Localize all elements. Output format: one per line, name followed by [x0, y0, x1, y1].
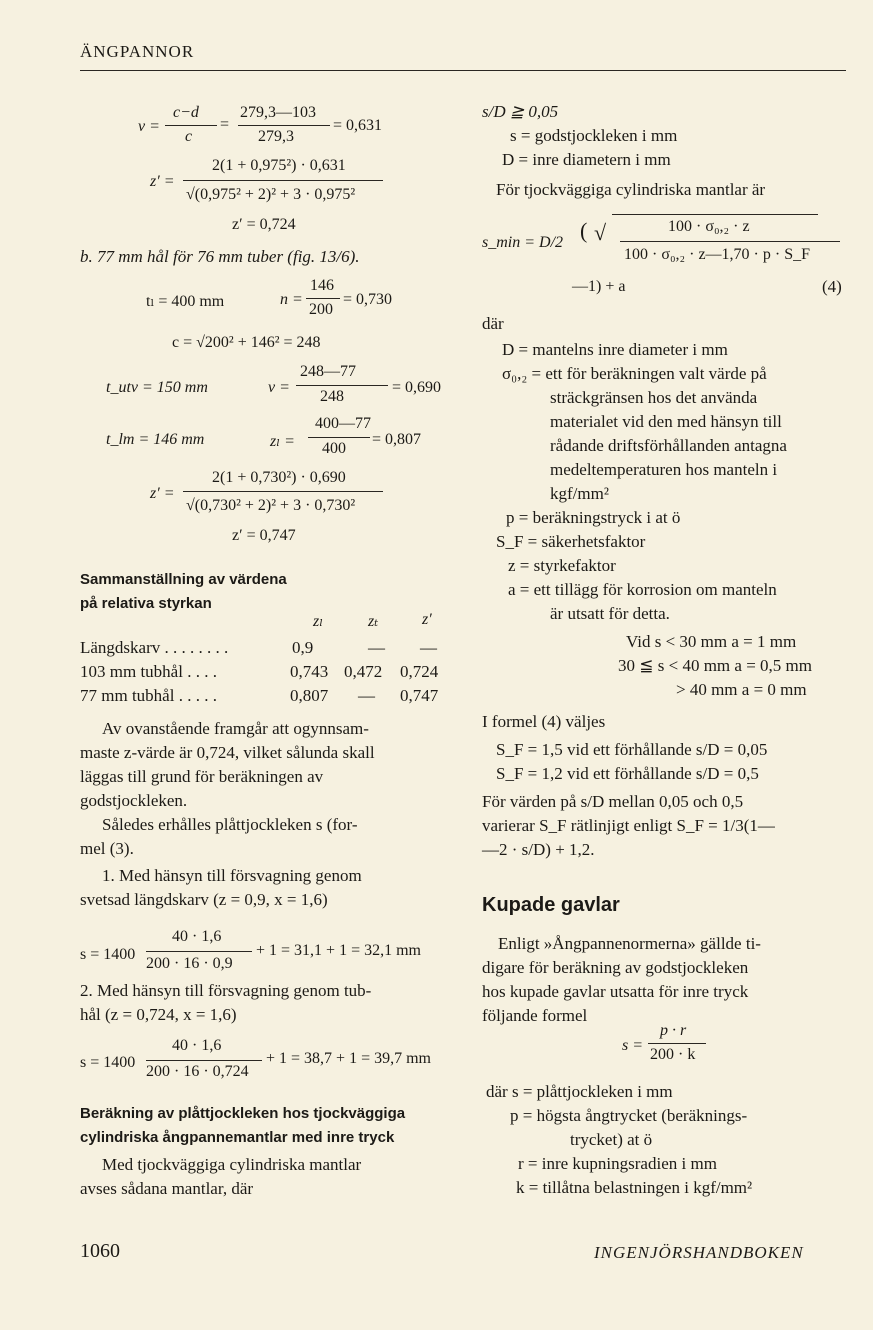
- table-cell: 0,743: [290, 662, 329, 681]
- table-cell: 0,472: [344, 662, 383, 681]
- zl-num: 400—77: [315, 415, 371, 432]
- frac-line: [308, 437, 370, 438]
- frac-line: [620, 241, 840, 242]
- tl-value: tₗ = 400 mm: [146, 293, 225, 310]
- where-item: p = högsta ångtrycket (beräknings-: [510, 1106, 748, 1125]
- smin-den: 100 · σ₀,₂ · z—1,70 · p · S_F: [624, 246, 810, 263]
- s2-lhs: s = 1400: [80, 1054, 136, 1071]
- dar-label: där: [482, 314, 504, 333]
- where-list: [482, 1080, 848, 1200]
- table-cell: —: [420, 638, 437, 657]
- summary-heading-line-2: på relativa styrkan: [80, 595, 212, 612]
- c-equation: c = √200² + 146² = 248: [172, 334, 321, 351]
- text-line: För tjockväggiga cylindriska mantlar är: [496, 180, 766, 199]
- running-title: ÄNGPANNOR: [80, 42, 195, 61]
- summary-heading-line-1: Sammanställning av värdena: [80, 571, 287, 588]
- text-line: hos kupade gavlar utsatta för inre tryck: [482, 982, 749, 1001]
- smin-cont: —1) + a: [572, 278, 626, 295]
- paragraph: [80, 1153, 450, 1201]
- frac-line: [183, 180, 383, 181]
- eq-v-den2: 279,3: [258, 128, 294, 145]
- table-row-label: 103 mm tubhål . . . .: [80, 662, 217, 681]
- text-line: —2 · s/D) + 1,2.: [482, 840, 595, 859]
- s1-den: 200 · 16 · 0,9: [146, 955, 233, 972]
- section-heading-thick-walled-line-2: cylindriska ångpannemantlar med inre tryck: [80, 1129, 395, 1146]
- s2-num: 40 · 1,6: [172, 1037, 222, 1054]
- text-line: följande formel: [482, 1006, 588, 1025]
- smin-lhs: s_min = D/2: [482, 234, 564, 251]
- text-line: svetsad längdskarv (z = 0,9, x = 1,6): [80, 890, 328, 909]
- table-cell: —: [368, 638, 385, 657]
- eq-v-num2: 279,3—103: [240, 104, 316, 121]
- t-lm-value: t_lm = 146 mm: [106, 431, 205, 448]
- eq-z2-lhs: z′ =: [150, 485, 175, 502]
- sf-row: S_F = 1,5 vid ett förhållande s/D = 0,05: [496, 740, 768, 759]
- s1-lhs: s = 1400: [80, 946, 136, 963]
- definition-item: σ₀,₂ = ett för beräkningen valt värde på: [502, 364, 767, 383]
- where-item: r = inre kupningsradien i mm: [518, 1154, 717, 1173]
- a-row: > 40 mm a = 0 mm: [676, 680, 807, 699]
- where-item: k = tillåtna belastningen i kgf/mm²: [516, 1178, 753, 1197]
- zl-result: = 0,807: [372, 431, 422, 448]
- eq-v-den1: c: [185, 128, 193, 145]
- zl-lhs: zₗ =: [270, 433, 295, 450]
- text-line: Med tjockväggiga cylindriska mantlar: [102, 1155, 362, 1174]
- case-b-heading: b. 77 mm hål för 76 mm tuber (fig. 13/6).: [80, 247, 360, 266]
- smin-num: 100 · σ₀,₂ · z: [668, 218, 750, 235]
- text-line: Således erhålles plåttjockleken s (for-: [102, 815, 358, 834]
- text-line: För värden på s/D mellan 0,05 och 0,5: [482, 792, 744, 811]
- definition-item: S_F = säkerhetsfaktor: [496, 532, 646, 551]
- v2-lhs: v =: [268, 379, 290, 396]
- paragraph: [80, 979, 450, 1027]
- eq-z1-result: z′ = 0,724: [232, 216, 296, 233]
- text-line: mel (3).: [80, 839, 134, 858]
- equation-number: (4): [822, 277, 842, 296]
- definition-item: är utsatt för detta.: [550, 604, 670, 623]
- definition-item: D = mantelns inre diameter i mm: [502, 340, 728, 359]
- n-lhs: n =: [280, 291, 303, 308]
- text-line: läggas till grund för beräkningen av: [80, 767, 324, 786]
- frac-line: [238, 125, 330, 126]
- definition-item: sträckgränsen hos det använda: [550, 388, 758, 407]
- table-cell: 0,9: [292, 638, 314, 657]
- section-heading-thick-walled: Beräkning av plåttjockleken hos tjockväggiga: [80, 1105, 406, 1122]
- v2-den: 248: [320, 388, 344, 405]
- where-item: där s = plåttjockleken i mm: [486, 1082, 673, 1101]
- definition-item: z = styrkefaktor: [508, 556, 616, 575]
- table-header-zt: zₜ: [368, 613, 379, 630]
- table-header-zl: zₗ: [313, 613, 324, 630]
- frac-line: [146, 1060, 262, 1061]
- text-line: godstjockleken.: [80, 791, 188, 810]
- book-title: INGENJÖRSHANDBOKEN: [594, 1243, 804, 1262]
- s1-rhs: + 1 = 31,1 + 1 = 32,1 mm: [256, 942, 421, 959]
- page-number: 1060: [80, 1240, 120, 1262]
- frac-line: [648, 1043, 706, 1044]
- eq-v-eq: =: [220, 116, 230, 133]
- frac-line: [183, 491, 383, 492]
- definition-D: D = inre diametern i mm: [502, 150, 671, 169]
- n-num: 146: [310, 277, 334, 294]
- a-row: 30 ≦ s < 40 mm a = 0,5 mm: [618, 656, 812, 675]
- definitions-list: [482, 338, 848, 626]
- frac-line: [306, 298, 340, 299]
- s1-num: 40 · 1,6: [172, 928, 222, 945]
- definition-item: a = ett tillägg för korrosion om manteln: [508, 580, 777, 599]
- eq-v-num1: c−d: [173, 104, 199, 121]
- sqrt-overbar: [612, 214, 818, 215]
- eq-z2-result: z′ = 0,747: [232, 527, 296, 544]
- paragraph: [482, 932, 848, 1028]
- table-cell: —: [358, 686, 375, 705]
- table-row-label: Längdskarv . . . . . . . .: [80, 638, 229, 657]
- frac-line: [146, 951, 252, 952]
- section-heading-kupade-gavlar: Kupade gavlar: [482, 894, 620, 916]
- s3-lhs: s =: [622, 1037, 644, 1054]
- n-result: = 0,730: [343, 291, 393, 308]
- eq-z1-num: 2(1 + 0,975²) · 0,631: [212, 157, 346, 174]
- definition-item: materialet vid den med hänsyn till: [550, 412, 782, 431]
- v2-num: 248—77: [300, 363, 356, 380]
- eq-v-result: = 0,631: [333, 117, 383, 134]
- definition-s: s = godstjockleken i mm: [510, 126, 678, 145]
- definition-item: p = beräkningstryck i at ö: [506, 508, 681, 527]
- definition-item: medeltemperaturen hos manteln i: [550, 460, 778, 479]
- text-line: hål (z = 0,724, x = 1,6): [80, 1005, 237, 1024]
- table-row-label: 77 mm tubhål . . . . .: [80, 686, 217, 705]
- eq-z1-lhs: z′ =: [150, 173, 175, 190]
- sqrt-icon: √: [594, 220, 607, 245]
- eq-z2-den: √(0,730² + 2)² + 3 · 0,730²: [186, 497, 356, 514]
- eq-v-lhs: v =: [138, 118, 160, 135]
- eq-z2-num: 2(1 + 0,730²) · 0,690: [212, 469, 346, 486]
- n-den: 200: [309, 301, 333, 318]
- text-line: Av ovanstående framgår att ogynnsam-: [102, 719, 369, 738]
- text-line: varierar S_F rätlinjigt enligt S_F = 1/3(1—: [482, 816, 775, 835]
- t-utv-value: t_utv = 150 mm: [106, 379, 208, 396]
- text-line: 2. Med hänsyn till försvagning genom tub-: [80, 981, 372, 1000]
- frac-line: [296, 385, 388, 386]
- sf-row: S_F = 1,2 vid ett förhållande s/D = 0,5: [496, 764, 759, 783]
- table-header-z-prime: z′: [422, 611, 432, 628]
- a-row: Vid s < 30 mm a = 1 mm: [626, 632, 797, 651]
- text-line: avses sådana mantlar, där: [80, 1179, 254, 1198]
- paragraph: [482, 178, 848, 202]
- text-line: 1. Med hänsyn till försvagning genom: [102, 866, 362, 885]
- paragraph: [482, 790, 848, 862]
- frac-line: [165, 125, 217, 126]
- sqrt-icon: (: [580, 218, 588, 243]
- where-item: trycket) at ö: [570, 1130, 653, 1149]
- definition-item: rådande driftsförhållanden antagna: [550, 436, 787, 455]
- formula-intro: I formel (4) väljes: [482, 712, 606, 731]
- paragraph: [80, 717, 450, 912]
- text-line: maste z-värde är 0,724, vilket sålunda skall: [80, 743, 375, 762]
- text-line: Enligt »Ångpannenormerna» gällde ti-: [498, 934, 761, 953]
- definition-item: kgf/mm²: [550, 484, 609, 503]
- table-cell: 0,807: [290, 686, 329, 705]
- s2-rhs: + 1 = 38,7 + 1 = 39,7 mm: [266, 1050, 431, 1067]
- text-line: digare för beräkning av godstjockleken: [482, 958, 749, 977]
- s2-den: 200 · 16 · 0,724: [146, 1063, 249, 1080]
- zl-den: 400: [322, 440, 346, 457]
- eq-z1-den: √(0,975² + 2)² + 3 · 0,975²: [186, 186, 356, 203]
- s3-den: 200 · k: [650, 1046, 696, 1063]
- v2-result: = 0,690: [392, 379, 442, 396]
- s3-num: p · r: [660, 1022, 687, 1039]
- condition-sd: s/D ≧ 0,05: [482, 102, 559, 121]
- table-cell: 0,747: [400, 686, 439, 705]
- header-rule: [80, 70, 846, 71]
- table-cell: 0,724: [400, 662, 439, 681]
